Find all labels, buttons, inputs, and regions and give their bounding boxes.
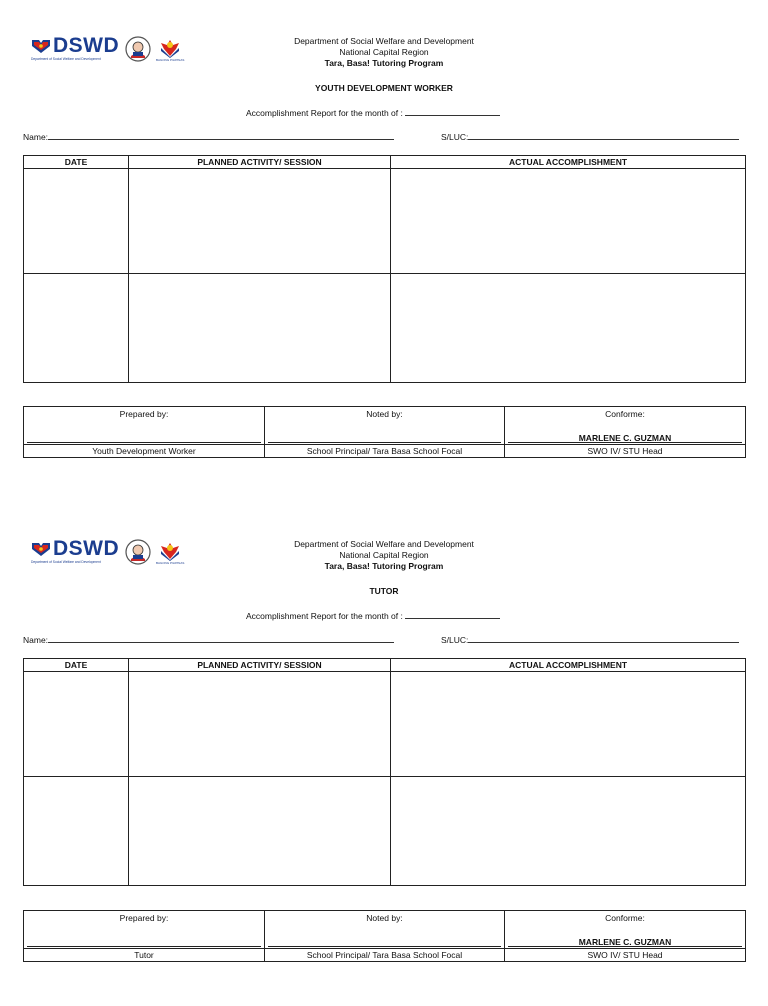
signature-line [508, 946, 742, 947]
actual-accomplishment-cell[interactable] [391, 672, 746, 777]
name-label: Name: [23, 132, 49, 142]
name-line [23, 634, 394, 645]
planned-activity-cell[interactable] [129, 672, 391, 777]
form-title: TUTOR [369, 586, 399, 596]
sluc-field[interactable] [468, 634, 739, 643]
name-field[interactable] [48, 131, 394, 140]
noted-by-label: Noted by: [366, 913, 403, 923]
column-header-date: DATE [24, 659, 129, 672]
table-row [24, 169, 746, 274]
signature-line [268, 442, 501, 443]
sluc-line [441, 634, 739, 645]
actual-accomplishment-cell[interactable] [391, 777, 746, 886]
prepared-by-block[interactable] [24, 407, 265, 445]
noted-by-label: Noted by: [366, 409, 403, 419]
sluc-field[interactable] [468, 131, 739, 140]
prepared-by-role: Tutor [24, 949, 265, 962]
conforme-label: Conforme: [605, 409, 645, 419]
prepared-by-label: Prepared by: [119, 913, 169, 923]
region-name: National Capital Region [339, 47, 429, 57]
noted-by-block[interactable] [265, 407, 505, 445]
dswd-subtext: Department of Social Welfare and Development [31, 560, 101, 564]
signature-table [23, 910, 746, 962]
signature-table [23, 406, 746, 458]
conforme-label: Conforme: [605, 913, 645, 923]
conforme-name: MARLENE C. GUZMAN [578, 433, 672, 443]
conforme-role: SWO IV/ STU Head [505, 445, 746, 458]
column-header-planned: PLANNED ACTIVITY/ SESSION [129, 659, 391, 672]
column-header-actual: ACTUAL ACCOMPLISHMENT [391, 659, 746, 672]
signature-line [508, 442, 742, 443]
noted-by-block[interactable] [265, 911, 505, 949]
conforme-block[interactable] [505, 911, 746, 949]
month-label: Accomplishment Report for the month of : [246, 611, 403, 621]
table-row [24, 672, 746, 777]
conforme-name: MARLENE C. GUZMAN [578, 937, 672, 947]
agency-name: Department of Social Welfare and Development [294, 36, 474, 46]
planned-activity-cell[interactable] [129, 274, 391, 383]
prepared-by-label: Prepared by: [119, 409, 169, 419]
region-name: National Capital Region [339, 550, 429, 560]
planned-activity-cell[interactable] [129, 777, 391, 886]
table-row [24, 274, 746, 383]
dswd-wordmark: DSWD [53, 34, 120, 57]
prepared-by-block[interactable] [24, 911, 265, 949]
program-name: Tara, Basa! Tutoring Program [324, 58, 444, 68]
sluc-label: S/LUC: [441, 132, 469, 142]
column-header-date: DATE [24, 156, 129, 169]
activity-table [23, 658, 746, 886]
bagong-pilipinas-text: BAGONG PILIPINAS [156, 58, 185, 62]
name-label: Name: [23, 635, 49, 645]
form-title: YOUTH DEVELOPMENT WORKER [315, 83, 453, 93]
month-line [246, 610, 500, 621]
activity-table [23, 155, 746, 383]
conforme-role: SWO IV/ STU Head [505, 949, 746, 962]
actual-accomplishment-cell[interactable] [391, 274, 746, 383]
month-field[interactable] [405, 107, 500, 116]
table-row [24, 777, 746, 886]
date-cell[interactable] [24, 777, 129, 886]
signature-line [27, 946, 261, 947]
date-cell[interactable] [24, 672, 129, 777]
bagong-pilipinas-text: BAGONG PILIPINAS [156, 561, 185, 565]
sluc-line [441, 131, 739, 142]
agency-name: Department of Social Welfare and Development [294, 539, 474, 549]
date-cell[interactable] [24, 169, 129, 274]
signature-line [268, 946, 501, 947]
sluc-label: S/LUC: [441, 635, 469, 645]
name-line [23, 131, 394, 142]
program-name: Tara, Basa! Tutoring Program [324, 561, 444, 571]
month-field[interactable] [405, 610, 500, 619]
signature-line [27, 442, 261, 443]
month-line [246, 107, 500, 118]
report-form-tutor [0, 531, 768, 1001]
dswd-subtext: Department of Social Welfare and Development [31, 57, 101, 61]
report-form-ydw [0, 28, 768, 498]
date-cell[interactable] [24, 274, 129, 383]
noted-by-role: School Principal/ Tara Basa School Focal [265, 949, 505, 962]
prepared-by-role: Youth Development Worker [24, 445, 265, 458]
actual-accomplishment-cell[interactable] [391, 169, 746, 274]
planned-activity-cell[interactable] [129, 169, 391, 274]
name-field[interactable] [48, 634, 394, 643]
month-label: Accomplishment Report for the month of : [246, 108, 403, 118]
column-header-planned: PLANNED ACTIVITY/ SESSION [129, 156, 391, 169]
dswd-wordmark: DSWD [53, 537, 120, 560]
noted-by-role: School Principal/ Tara Basa School Focal [265, 445, 505, 458]
conforme-block[interactable] [505, 407, 746, 445]
column-header-actual: ACTUAL ACCOMPLISHMENT [391, 156, 746, 169]
